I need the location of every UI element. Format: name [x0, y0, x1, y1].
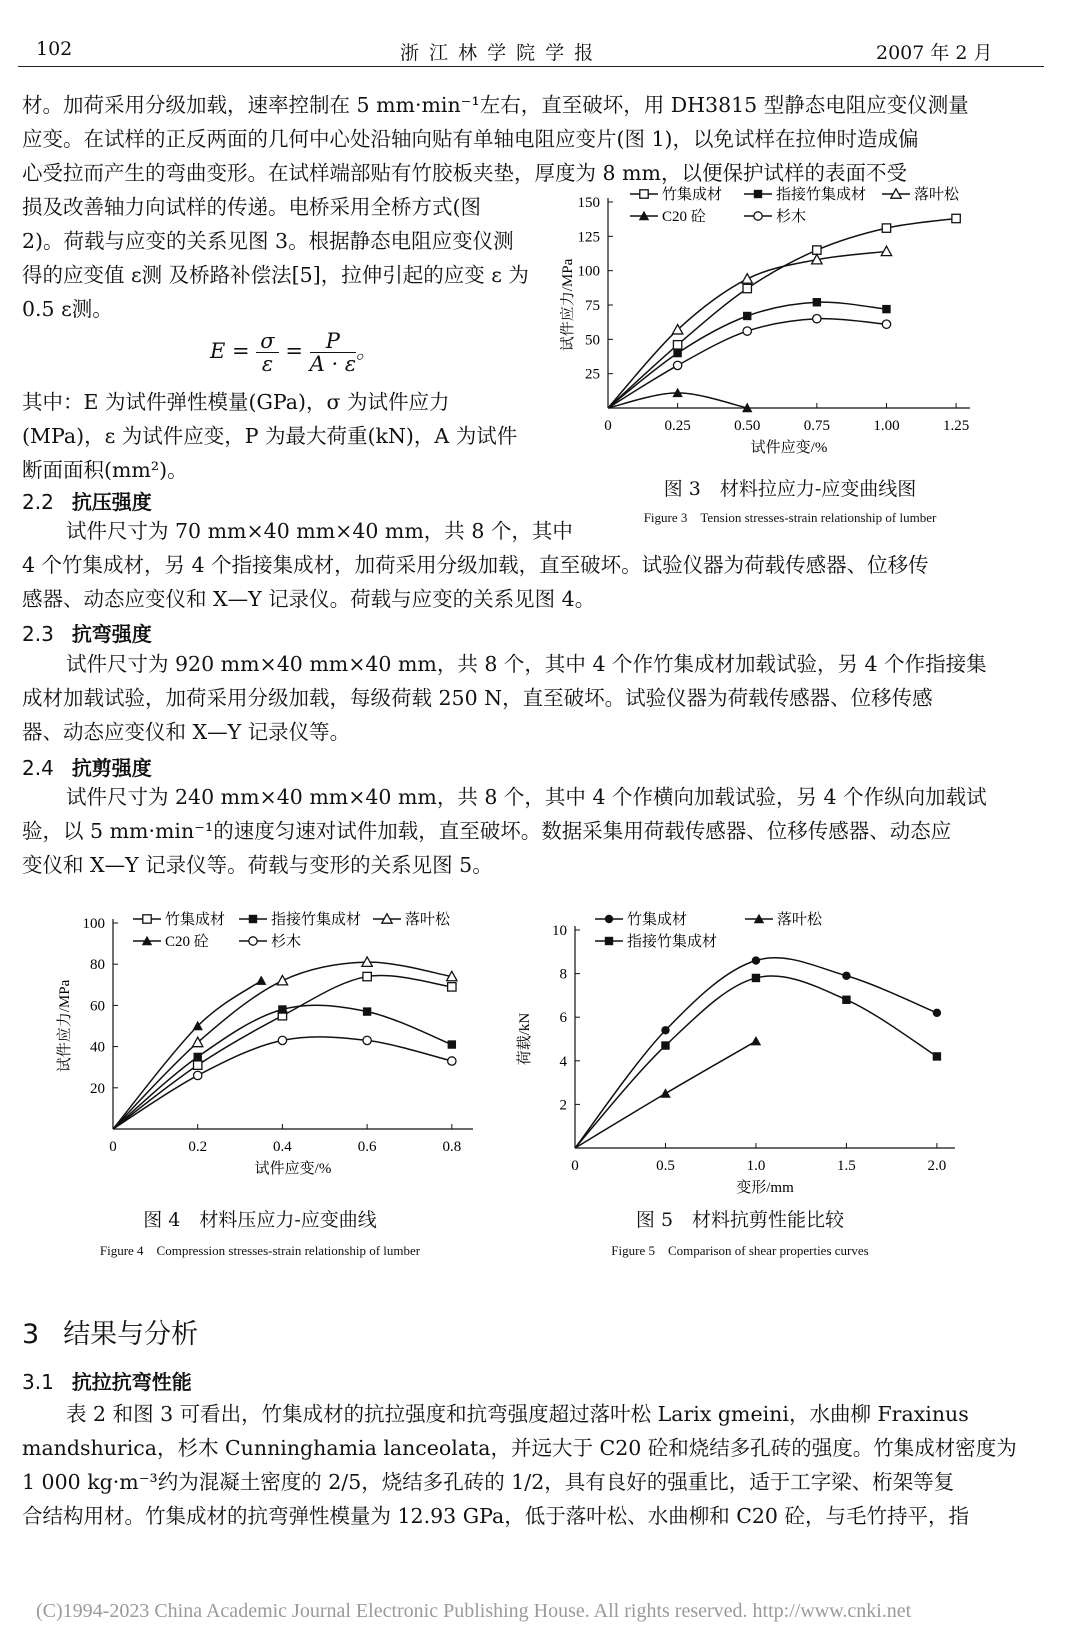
data-point [933, 1052, 941, 1060]
formula-num2: P [310, 330, 356, 353]
data-point [933, 1009, 941, 1017]
x-tick-label: 0.50 [734, 418, 761, 434]
x-tick-label: 0.8 [442, 1139, 462, 1155]
data-point [882, 224, 890, 232]
legend-marker [754, 212, 762, 220]
data-point [194, 1071, 202, 1079]
data-point [277, 975, 287, 984]
data-point [743, 327, 751, 335]
figure-5-caption: 图 5 材料抗剪性能比较 [635, 1209, 845, 1231]
series-line [608, 218, 956, 408]
y-tick-label: 8 [559, 966, 567, 983]
legend-marker [640, 190, 648, 198]
intro-line: 得的应变值 ε测 及桥路补偿法[5]，拉伸引起的应变 ε 为 [22, 263, 529, 287]
section-3-heading: 3 结果与分析 [22, 1319, 199, 1350]
data-point [842, 972, 850, 980]
y-tick-label: 2 [559, 1097, 567, 1114]
data-point [363, 1036, 371, 1044]
data-point [751, 1036, 761, 1045]
legend-label: 杉木 [776, 209, 807, 225]
legend-marker [605, 937, 613, 945]
y-tick-label: 4 [559, 1053, 567, 1070]
y-tick-label: 6 [559, 1010, 567, 1027]
data-point [194, 1053, 202, 1061]
x-tick-label: 1.25 [942, 418, 970, 434]
x-tick-label: 0 [571, 1158, 579, 1174]
figure-4-caption-en: Figure 4 Compression stresses-strain relationship of lumber [99, 1243, 421, 1258]
sec31-line: 合结构用材。竹集成材的抗弯弹性模量为 12.93 GPa，低于落叶松、水曲柳和 C20 砼，与毛竹持平，指 [22, 1504, 969, 1528]
x-tick-label: 0.4 [273, 1139, 292, 1155]
y-tick-label: 125 [577, 229, 600, 246]
legend-marker [249, 937, 257, 945]
section-2-4-heading: 2.4 抗剪强度 [22, 756, 152, 780]
legend-label: 落叶松 [405, 912, 451, 928]
figure-3-chart [560, 180, 1020, 470]
x-tick-label: 0.5 [656, 1158, 675, 1174]
formula-lhs: E = [210, 339, 250, 363]
legend-marker [605, 915, 613, 923]
x-tick-label: 1.5 [837, 1158, 856, 1174]
legend-label: 落叶松 [914, 187, 960, 203]
intro-line: 2)。荷载与应变的关系见图 3。根据静态电阻应变仪测 [22, 229, 514, 253]
y-axis-label: 试件应力/MPa [57, 979, 73, 1073]
x-tick-label: 1.0 [746, 1158, 766, 1174]
series-line [113, 1005, 452, 1129]
sec24-line: 变仪和 X—Y 记录仪等。荷载与变形的关系见图 5。 [22, 853, 493, 877]
x-tick-label: 0 [604, 418, 612, 434]
y-tick-label: 60 [90, 998, 105, 1015]
legend-label: 指接竹集成材 [271, 912, 362, 928]
legend-label: 杉木 [271, 934, 302, 950]
data-point [673, 341, 681, 349]
sec31-line: 1 000 kg·m⁻³约为混凝土密度的 2/5，烧结多孔砖的 1/2，具有良好的强重比，适于工字梁、桁架等复 [22, 1470, 955, 1494]
data-point [813, 315, 821, 323]
data-point [882, 305, 890, 313]
data-point [673, 361, 681, 369]
x-tick-label: 1.00 [873, 418, 900, 434]
formula-num1: σ [256, 330, 278, 353]
figure-5-chart [515, 905, 965, 1200]
y-tick-label: 100 [82, 916, 105, 932]
sec24-line: 试件尺寸为 240 mm×40 mm×40 mm，共 8 个，其中 4 个作横向加载试验，另 4 个作纵向加载试 [66, 785, 987, 809]
legend-label: 竹集成材 [662, 187, 723, 203]
y-tick-label: 40 [90, 1039, 105, 1056]
intro-line: 材。加荷采用分级加载，速率控制在 5 mm·min⁻¹左右，直至破坏，用 DH3815 型静态电阻应变仪测量 [22, 93, 969, 117]
section-3-1-heading: 3.1 抗拉抗弯性能 [22, 1370, 192, 1394]
data-point [660, 1088, 670, 1097]
series-line [113, 976, 452, 1129]
figure-3-caption: 图 3 材料拉应力-应变曲线图 [663, 478, 917, 500]
data-point [813, 246, 821, 254]
legend-marker [249, 915, 257, 923]
data-point [448, 1040, 456, 1048]
y-tick-label: 25 [585, 366, 600, 383]
legend-label: 竹集成材 [627, 912, 688, 928]
sec23-line: 器、动态应变仪和 X—Y 记录仪等。 [22, 720, 351, 744]
data-point [813, 298, 821, 306]
y-axis-label: 试件应力/MPa [560, 258, 576, 352]
legend-label: 指接竹集成材 [627, 934, 718, 950]
figure-5-caption-en: Figure 5 Comparison of shear properties curves [611, 1243, 869, 1258]
sec23-line: 成材加载试验，加荷采用分级加载，每级荷载 250 N，直至破坏。试验仪器为荷载传感器、位移传感 [22, 686, 933, 710]
y-axis-label: 荷载/kN [517, 1012, 533, 1066]
figure-3-caption-en: Figure 3 Tension stresses-strain relationship of lumber [643, 510, 937, 525]
data-point [743, 284, 751, 292]
formula-end: 。 [356, 339, 378, 363]
sec31-line: 表 2 和图 3 可看出，竹集成材的抗拉强度和抗弯强度超过落叶松 Larix gmeini，水曲柳 Fraxinus [66, 1402, 969, 1426]
legend-label: 竹集成材 [165, 912, 226, 928]
journal-title: 浙 江 林 学 院 学 报 [400, 42, 596, 64]
data-point [448, 1057, 456, 1065]
intro-line: 应变。在试样的正反两面的几何中心处沿轴向贴有单轴电阻应变片(图 1)，以免试样在拉伸时造成偏 [22, 127, 919, 151]
figure-4-chart [55, 905, 490, 1190]
header-rule [18, 66, 1044, 67]
intro-line: 损及改善轴力向试样的传递。电桥采用全桥方式(图 [22, 195, 481, 219]
x-tick-label: 0 [109, 1139, 117, 1155]
series-line [575, 958, 937, 1148]
x-axis-label: 试件应变/% [750, 440, 828, 456]
legend-label: 落叶松 [777, 912, 823, 928]
data-point [743, 312, 751, 320]
y-tick-label: 10 [552, 923, 567, 939]
copyright-footer: (C)1994-2023 China Academic Journal Electronic Publishing House. All rights reserved. http://www.cnki.net [36, 1600, 912, 1622]
sec24-line: 验，以 5 mm·min⁻¹的速度匀速对试件加载，直至破坏。数据采集用荷载传感器、位移传感器、动态应 [22, 819, 952, 843]
x-tick-label: 0.6 [357, 1139, 377, 1155]
sec22-line: 试件尺寸为 70 mm×40 mm×40 mm，共 8 个，其中 [66, 519, 573, 543]
data-point [278, 1005, 286, 1013]
where-line: 其中：E 为试件弹性模量(GPa)，σ 为试件应力 [22, 390, 450, 414]
legend-label: 指接竹集成材 [776, 187, 867, 203]
sec22-line: 感器、动态应变仪和 X—Y 记录仪。荷载与应变的关系见图 4。 [22, 587, 596, 611]
x-axis-label: 试件应变/% [254, 1161, 332, 1177]
where-line: 断面面积(mm²)。 [22, 458, 188, 482]
x-tick-label: 0.25 [664, 418, 691, 434]
data-point [842, 996, 850, 1004]
x-tick-label: 0.75 [803, 418, 830, 434]
data-point [194, 1061, 202, 1069]
intro-line: 0.5 ε测。 [22, 297, 113, 321]
data-point [742, 274, 752, 283]
data-point [278, 1036, 286, 1044]
section-2-3-heading: 2.3 抗弯强度 [22, 622, 152, 646]
x-axis-label: 变形/mm [736, 1180, 794, 1196]
where-line: (MPa)，ε 为试件应变，P 为最大荷重(kN)，A 为试件 [22, 424, 518, 448]
legend-label: C20 砼 [662, 209, 706, 225]
y-tick-label: 80 [90, 957, 105, 974]
y-tick-label: 50 [585, 332, 600, 349]
data-point [661, 1041, 669, 1049]
y-tick-label: 150 [577, 195, 600, 211]
data-point [673, 349, 681, 357]
legend-label: C20 砼 [165, 934, 209, 950]
data-point [256, 975, 266, 984]
series-line [113, 1037, 452, 1129]
y-tick-label: 20 [90, 1080, 105, 1097]
formula-eq: = [285, 339, 303, 363]
series-line [575, 976, 937, 1148]
series-line [113, 962, 452, 1129]
figure-4-caption: 图 4 材料压应力-应变曲线 [143, 1209, 377, 1231]
x-tick-label: 2.0 [927, 1158, 947, 1174]
sec23-line: 试件尺寸为 920 mm×40 mm×40 mm，共 8 个，其中 4 个作竹集成材加载试验，另 4 个作指接集 [66, 652, 987, 676]
data-point [752, 974, 760, 982]
data-point [882, 320, 890, 328]
formula-den2: A · ε [309, 352, 357, 376]
data-point [752, 956, 760, 964]
issue-date: 2007 年 2 月 [876, 42, 993, 64]
data-point [952, 214, 960, 222]
x-tick-label: 0.2 [188, 1139, 208, 1155]
sec22-line: 4 个竹集成材，另 4 个指接集成材，加荷采用分级加载，直至破坏。试验仪器为荷载传感器、位移传 [22, 553, 929, 577]
y-tick-label: 100 [577, 263, 600, 280]
intro-line: 心受拉而产生的弯曲变形。在试样端部贴有竹胶板夹垫，厚度为 8 mm，以便保护试样的表面不受 [22, 161, 907, 185]
legend-marker [143, 915, 151, 923]
sec31-line: mandshurica，杉木 Cunninghamia lanceolata，并远大于 C20 砼和烧结多孔砖的强度。竹集成材密度为 [22, 1436, 1017, 1460]
data-point [363, 1007, 371, 1015]
page-number: 102 [36, 38, 73, 60]
section-2-2-heading: 2.2 抗压强度 [22, 490, 152, 514]
y-tick-label: 75 [585, 298, 600, 314]
legend-marker [754, 190, 762, 198]
data-point [881, 246, 891, 255]
data-point [448, 983, 456, 991]
data-point [661, 1026, 669, 1034]
modulus-formula [210, 330, 377, 375]
formula-den1: ε [261, 352, 274, 376]
data-point [363, 972, 371, 980]
